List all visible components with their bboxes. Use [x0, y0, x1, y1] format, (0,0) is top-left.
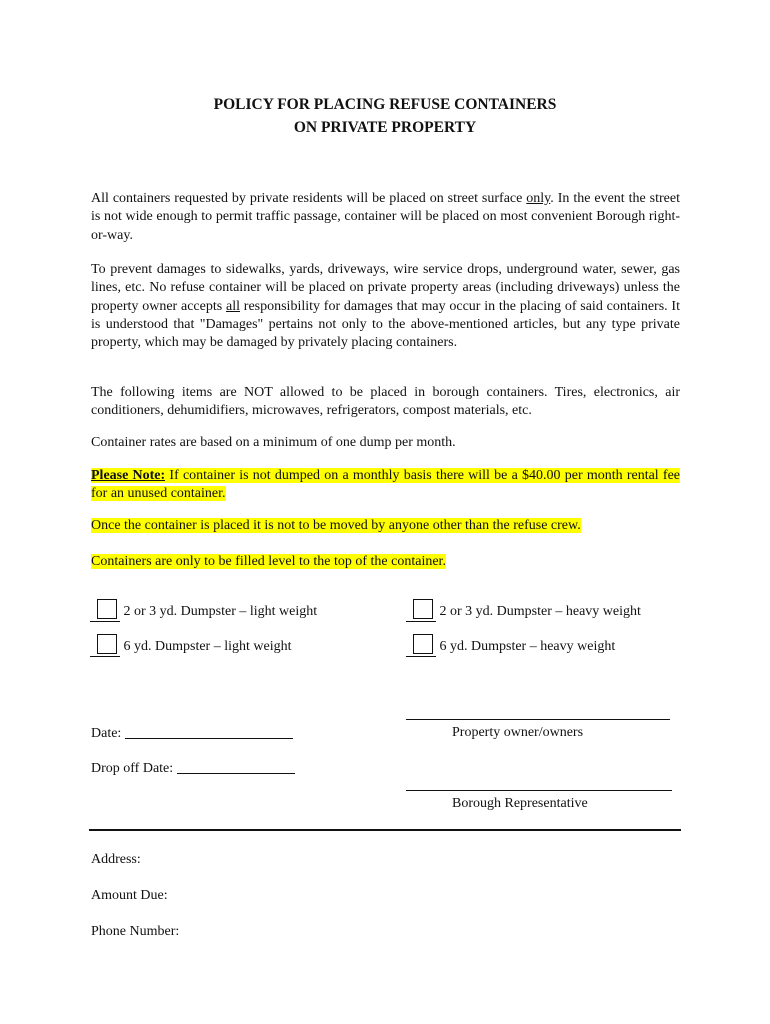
note-text: If container is not dumped on a monthly basis there will be a $40.00 per month rental fee for an unused container.: [91, 468, 681, 502]
title-line-1: POLICY FOR PLACING REFUSE CONTAINERS: [213, 96, 557, 113]
date-label: Date:: [91, 726, 122, 741]
note-label: Please Note:: [91, 468, 166, 483]
document-title: [0, 93, 770, 139]
please-note: [91, 467, 680, 504]
highlighted-text: Once the container is placed it is not to be moved by anyone other than the refuse crew.: [91, 518, 581, 533]
option-label: 6 yd. Dumpster – light weight: [120, 639, 292, 654]
checkbox-underline: [90, 603, 120, 622]
option-6yd-light[interactable]: [90, 638, 292, 657]
paragraph-text: . In the event the street is not wide enough to permit traffic passage, container will be placed on most convenient Borough right-or-way.: [91, 191, 680, 243]
checkbox-underline: [406, 638, 436, 657]
checkbox-underline: [406, 603, 436, 622]
phone-number-label: Phone Number:: [91, 924, 180, 939]
paragraph-text: responsibility for damages that may occur in the placing of said containers. It is understood that "Damages" pertains not only to the above-mentioned articles, but any type private property, which may be damaged by privately placing containers.: [91, 298, 680, 351]
paragraph-move-rule: [91, 517, 680, 535]
paragraph-prohibited-items: The following items are NOT allowed to be placed in borough containers. Tires, electronics, air conditioners, dehumidifiers, microwaves, refrigerators, compost materials, etc.: [91, 385, 680, 419]
highlighted-text: Containers are only to be filled level to the top of the container.: [91, 554, 446, 569]
underlined-text: all: [225, 298, 240, 314]
paragraph-text: To prevent damages to sidewalks, yards, driveways, wire service drops, underground water, sewer, gas lines, etc. No refuse container will be placed on private property areas (including driveways) unless the property owner accepts: [91, 262, 680, 314]
checkbox[interactable]: [413, 599, 433, 619]
drop-off-date-input-line[interactable]: [177, 759, 295, 774]
underlined-text: only: [526, 191, 551, 206]
checkbox[interactable]: [413, 634, 433, 654]
paragraph-fill-rule: [91, 553, 680, 571]
option-label: 2 or 3 yd. Dumpster – light weight: [120, 604, 318, 619]
date-field[interactable]: [91, 724, 293, 743]
checkbox[interactable]: [97, 634, 117, 654]
option-label: 6 yd. Dumpster – heavy weight: [436, 639, 616, 654]
paragraph-text: All containers requested by private residents will be placed on street surface: [91, 191, 527, 206]
option-label: 2 or 3 yd. Dumpster – heavy weight: [436, 604, 641, 619]
option-2-3yd-light[interactable]: [90, 603, 317, 622]
paragraph-placement: [91, 190, 680, 245]
title-line-2: ON PRIVATE PROPERTY: [293, 119, 477, 136]
owner-signature-line[interactable]: [406, 719, 670, 720]
date-input-line[interactable]: [125, 724, 293, 739]
option-2-3yd-heavy[interactable]: [406, 603, 641, 622]
paragraph-damages: [91, 261, 680, 352]
checkbox[interactable]: [97, 599, 117, 619]
representative-label: Borough Representative: [452, 796, 588, 811]
paragraph-rates: Container rates are based on a minimum of one dump per month.: [91, 435, 456, 450]
owner-label: Property owner/owners: [452, 725, 584, 740]
section-divider: [89, 829, 681, 831]
representative-signature-line[interactable]: [406, 790, 672, 791]
address-label: Address:: [91, 852, 141, 867]
option-6yd-heavy[interactable]: [406, 638, 615, 657]
drop-off-date-field[interactable]: [91, 759, 295, 778]
amount-due-label: Amount Due:: [91, 888, 168, 903]
checkbox-underline: [90, 638, 120, 657]
drop-off-date-label: Drop off Date:: [91, 761, 174, 776]
